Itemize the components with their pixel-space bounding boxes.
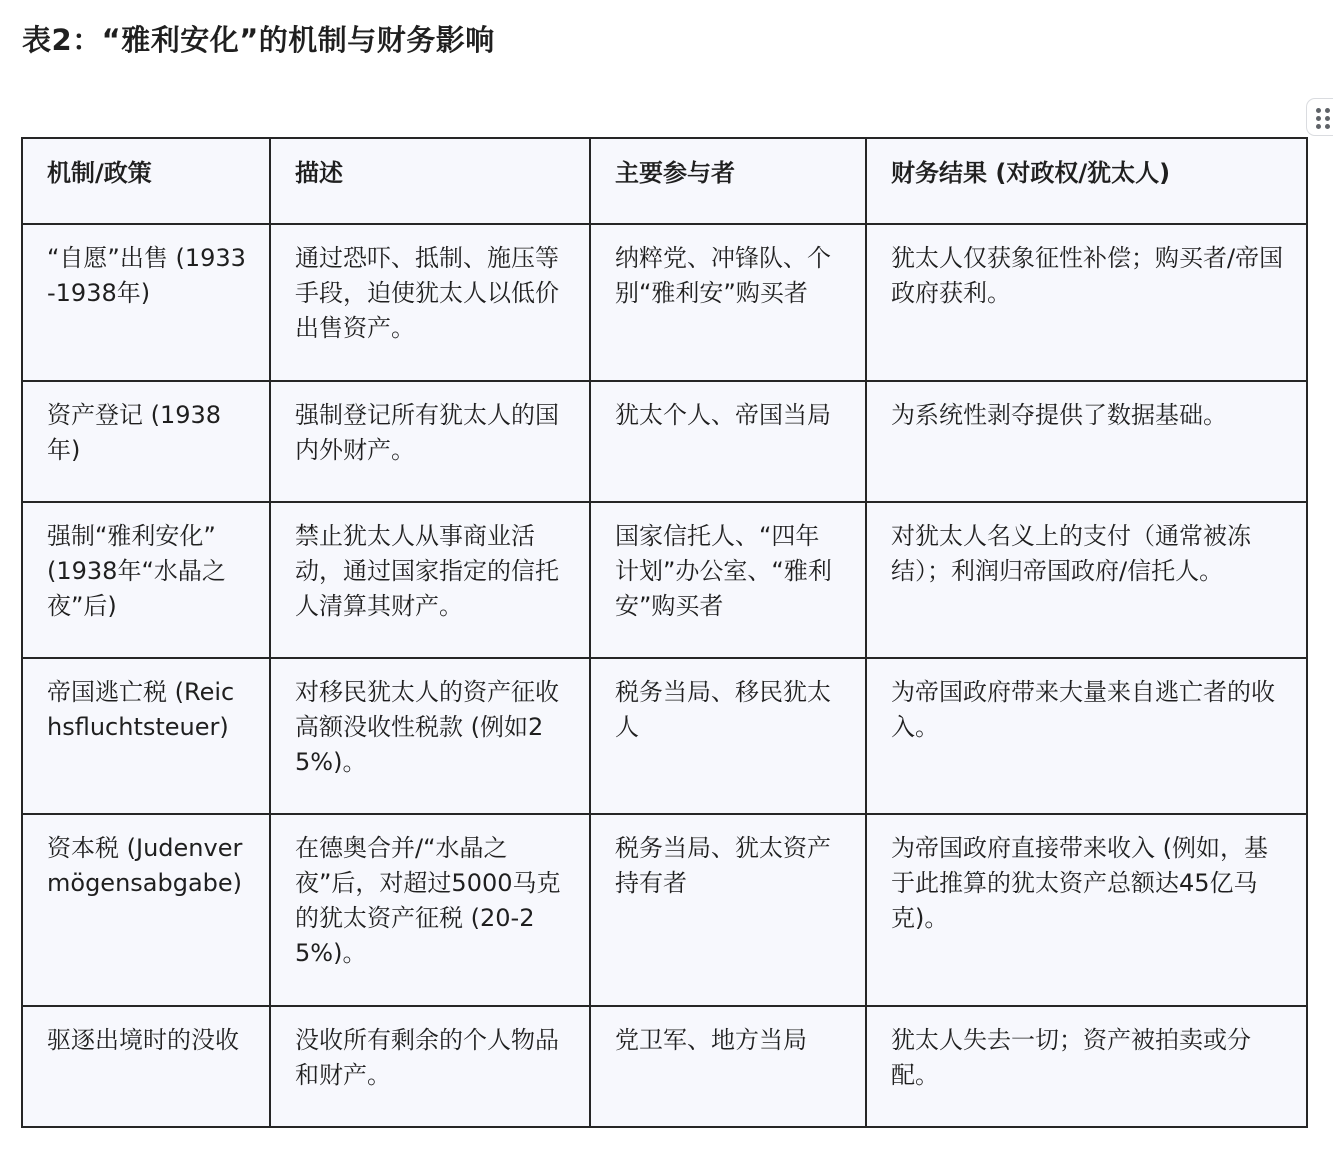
cell-participants: 国家信托人、“四年计划”办公室、“雅利安”购买者: [590, 502, 866, 658]
table-row: [22, 1006, 1307, 1127]
cell-description: 对移民犹太人的资产征收高额没收性税款 (例如25%)。: [270, 658, 590, 814]
cell-participants: 税务当局、犹太资产持有者: [590, 814, 866, 1006]
cell-participants: 犹太个人、帝国当局: [590, 381, 866, 502]
header-financial-result: 财务结果 (对政权/犹太人): [866, 138, 1307, 224]
header-description: 描述: [270, 138, 590, 224]
cell-mechanism: “自愿”出售 (1933-1938年): [22, 224, 270, 381]
cell-financial-result: 对犹太人名义上的支付（通常被冻结）；利润归帝国政府/信托人。: [866, 502, 1307, 658]
cell-financial-result: 为系统性剥夺提供了数据基础。: [866, 381, 1307, 502]
cell-financial-result: 犹太人仅获象征性补偿；购买者/帝国政府获利。: [866, 224, 1307, 381]
header-mechanism: 机制/政策: [22, 138, 270, 224]
table-row: [22, 502, 1307, 658]
cell-financial-result: 为帝国政府带来大量来自逃亡者的收入。: [866, 658, 1307, 814]
cell-description: 通过恐吓、抵制、施压等手段，迫使犹太人以低价出售资产。: [270, 224, 590, 381]
cell-mechanism: 强制“雅利安化” (1938年“水晶之夜”后): [22, 502, 270, 658]
cell-description: 强制登记所有犹太人的国内外财产。: [270, 381, 590, 502]
table-header-row: [22, 138, 1307, 224]
table-row: [22, 224, 1307, 381]
cell-mechanism: 资产登记 (1938年): [22, 381, 270, 502]
cell-description: 禁止犹太人从事商业活动，通过国家指定的信托人清算其财产。: [270, 502, 590, 658]
mechanisms-table: [21, 137, 1308, 1128]
cell-mechanism: 资本税 (Judenvermögensabgabe): [22, 814, 270, 1006]
drag-handle-icon: [1316, 108, 1333, 128]
page-title: 表2：“雅利安化”的机制与财务影响: [22, 23, 495, 57]
cell-financial-result: 犹太人失去一切；资产被拍卖或分配。: [866, 1006, 1307, 1127]
cell-description: 没收所有剩余的个人物品和财产。: [270, 1006, 590, 1127]
table-row: [22, 381, 1307, 502]
cell-participants: 纳粹党、冲锋队、个别“雅利安”购买者: [590, 224, 866, 381]
cell-participants: 税务当局、移民犹太人: [590, 658, 866, 814]
cell-mechanism: 帝国逃亡税 (Reichsfluchtsteuer): [22, 658, 270, 814]
header-participants: 主要参与者: [590, 138, 866, 224]
cell-description: 在德奥合并/“水晶之夜”后，对超过5000马克的犹太资产征税 (20-25%)。: [270, 814, 590, 1006]
cell-participants: 党卫军、地方当局: [590, 1006, 866, 1127]
table-row: [22, 658, 1307, 814]
table-row: [22, 814, 1307, 1006]
cell-mechanism: 驱逐出境时的没收: [22, 1006, 270, 1127]
cell-financial-result: 为帝国政府直接带来收入 (例如，基于此推算的犹太资产总额达45亿马克)。: [866, 814, 1307, 1006]
drag-handle[interactable]: [1306, 98, 1333, 136]
